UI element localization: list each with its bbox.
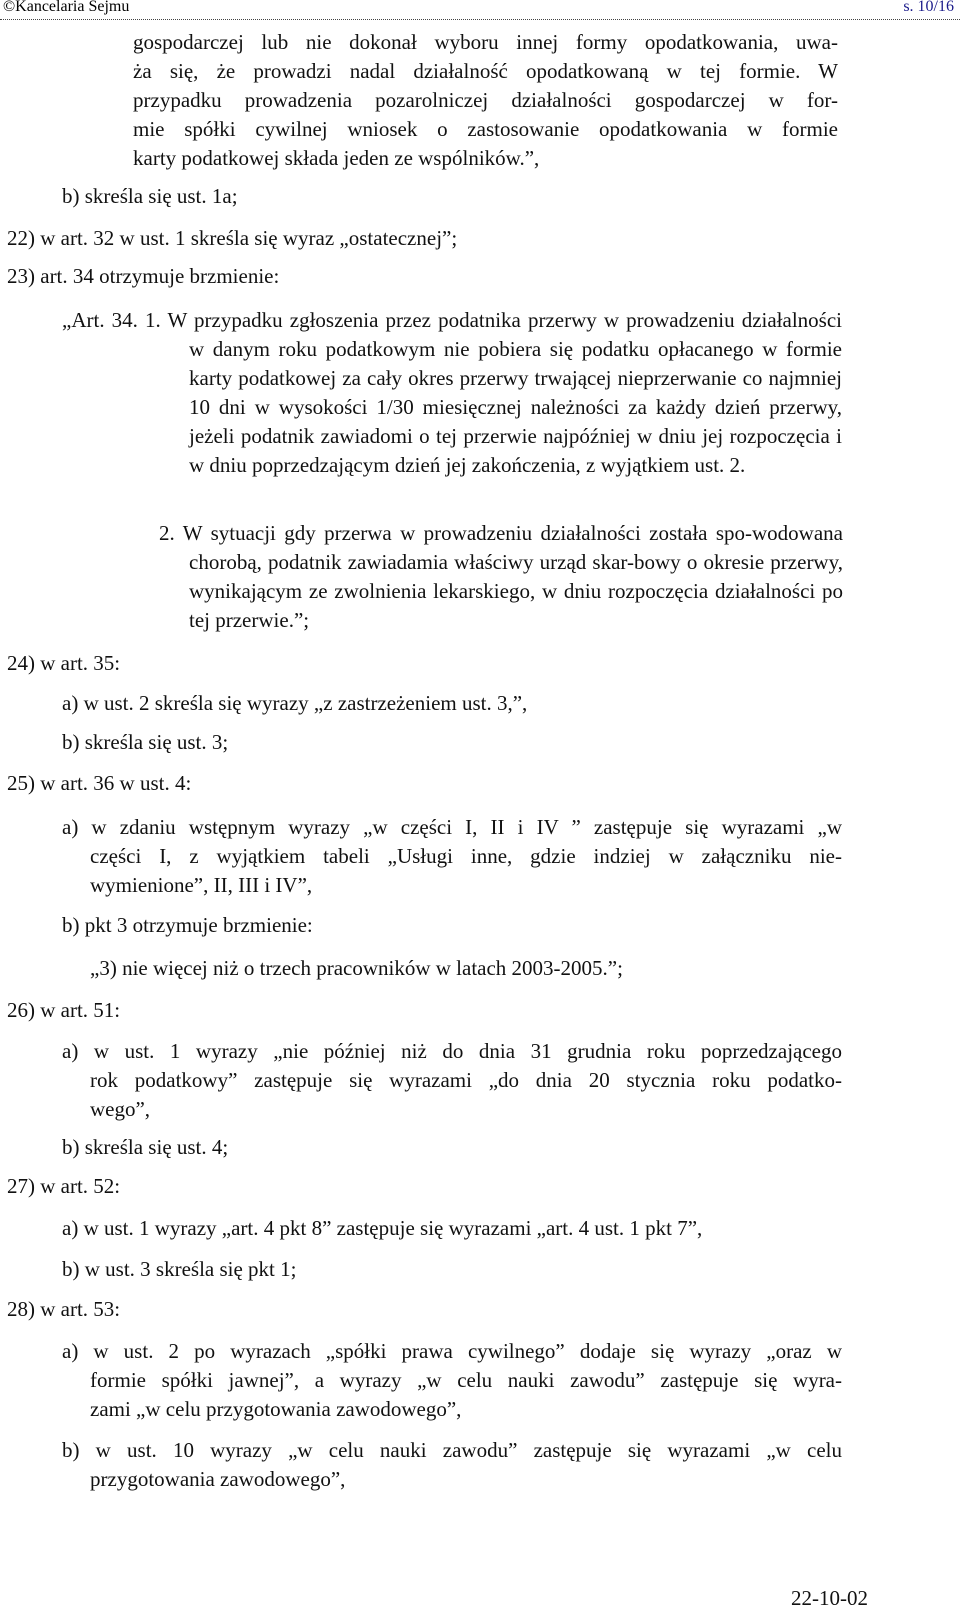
text-line-i26a-3: wego”,: [90, 1097, 151, 1121]
text-line-i22: 22) w art. 32 w ust. 1 skreśla się wyraz „ostatecznej”;: [7, 226, 458, 250]
text-line-i27: 27) w art. 52:: [7, 1174, 121, 1198]
text-line-i28b-1: b) w ust. 10 wyrazy „w celu nauki zawodu” zastępuje się wyrazami „w celu: [62, 1438, 842, 1462]
text-line-i24: 24) w art. 35:: [7, 651, 121, 675]
text-line-i25a-3: wymienione”, II, III i IV”,: [90, 873, 313, 897]
text-line-i25a-2: części I, z wyjątkiem tabeli „Usługi inne, gdzie indziej w załączniku nie-: [90, 844, 842, 868]
text-line-i25b: b) pkt 3 otrzymuje brzmienie:: [62, 913, 313, 937]
text-line-cont5: karty podatkowej składa jeden ze wspólników.”,: [133, 146, 540, 170]
text-line-i25b-q: „3) nie więcej niż o trzech pracowników w latach 2003-2005.”;: [90, 956, 623, 980]
text-line-i23: 23) art. 34 otrzymuje brzmienie:: [7, 264, 280, 288]
text-line-i28a-3: zami „w celu przygotowania zawodowego”,: [90, 1397, 462, 1421]
text-line-i25: 25) w art. 36 w ust. 4:: [7, 771, 192, 795]
text-line-i28b-2: przygotowania zawodowego”,: [90, 1467, 346, 1491]
text-line-i26a-1: a) w ust. 1 wyrazy „nie później niż do dnia 31 grudnia roku poprzedzającego: [62, 1039, 842, 1063]
text-line-i24a: a) w ust. 2 skreśla się wyrazy „z zastrzeżeniem ust. 3,”,: [62, 691, 528, 715]
text-line-i28: 28) w art. 53:: [7, 1297, 121, 1321]
footer-date: 22-10-02: [791, 1586, 868, 1610]
text-line-i27a: a) w ust. 1 wyrazy „art. 4 pkt 8” zastępuje się wyrazami „art. 4 ust. 1 pkt 7”,: [62, 1216, 703, 1240]
header-page-number[interactable]: s. 10/16: [903, 0, 954, 15]
header-divider: [0, 19, 960, 20]
text-line-i28a-1: a) w ust. 2 po wyrazach „spółki prawa cywilnego” dodaje się wyrazy „oraz w: [62, 1339, 842, 1363]
text-line-i26a-2: rok podatkowy” zastępuje się wyrazami „do dnia 20 stycznia roku podatko-: [90, 1068, 842, 1092]
text-line-cont4: mie spółki cywilnej wniosek o zastosowanie opodatkowania w formie: [133, 117, 838, 141]
text-line-i26: 26) w art. 51:: [7, 998, 121, 1022]
text-line-art34-1: „Art. 34. 1. W przypadku zgłoszenia przez podatnika przerwy w prowadzeniu działalności w danym roku podatkowym nie pobiera się podatku opłacanego w formie karty podatkowej za cały okres przerwy trwającej nieprzerwanie co najmniej 10 dni w wysokości 1/30 miesięcznej należności za każdy dzień przerwy, jeżeli podatnik zawiadomi o tej przerwie najpóźniej w dniu jej rozpoczęcia i w dniu poprzedzającym dzień jej zakończenia, z wyjątkiem ust. 2.: [62, 308, 842, 477]
text-line-i25a-1: a) w zdaniu wstępnym wyrazy „w części I, II i IV ” zastępuje się wyrazami „w: [62, 815, 842, 839]
text-line-cont2: ża się, że prowadzi nadal działalność opodatkowaną w tej formie. W: [133, 59, 838, 83]
header-publisher: ©Kancelaria Sejmu: [3, 0, 130, 15]
text-line-i27b: b) w ust. 3 skreśla się pkt 1;: [62, 1257, 297, 1281]
text-line-cont1: gospodarczej lub nie dokonał wyboru innej formy opodatkowania, uwa-: [133, 30, 838, 54]
text-line-i28a-2: formie spółki jawnej”, a wyrazy „w celu nauki zawodu” zastępuje się wyra-: [90, 1368, 842, 1392]
text-line-art34-2: 2. W sytuacji gdy przerwa w prowadzeniu działalności została spo-wodowana chorobą, podatnik zawiadamia właściwy urząd skar-bowy o okresie przerwy, wynikającym ze zwolnienia lekarskiego, w dniu rozpoczęcia działalności po tej przerwie.”;: [159, 521, 843, 632]
text-line-cont3: przypadku prowadzenia pozarolniczej działalności gospodarczej w for-: [133, 88, 838, 112]
text-line-i21b: b) skreśla się ust. 1a;: [62, 184, 238, 208]
text-line-i26b: b) skreśla się ust. 4;: [62, 1135, 229, 1159]
text-line-i24b: b) skreśla się ust. 3;: [62, 730, 229, 754]
